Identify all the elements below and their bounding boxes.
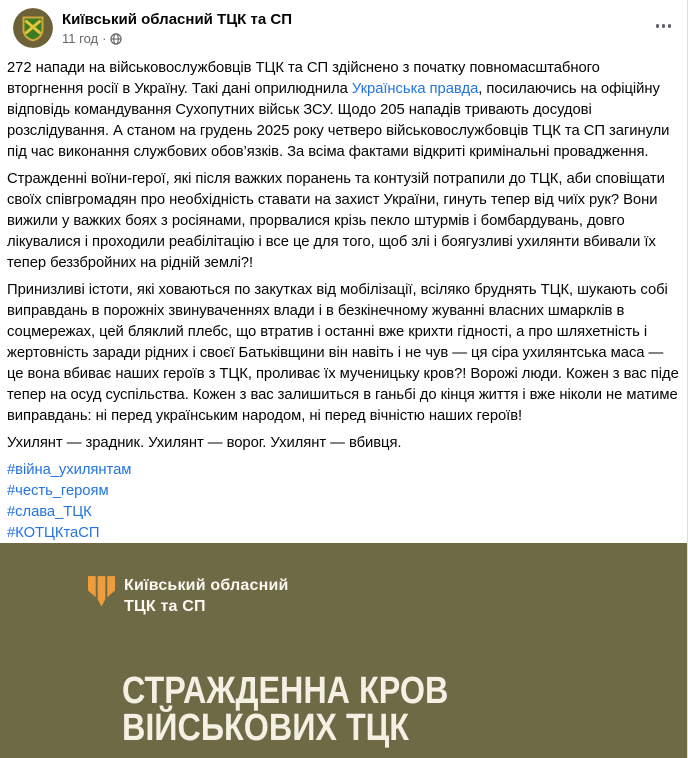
trident-icon <box>88 576 115 607</box>
paragraph-3: Принизливі істоти, які ховаються по закутках від мобілізації, всіляко бруднять ТЦК, шукають собі виправдань в порожніх звинуваченнях влади і в безкінечному жуванні власних шмарклів в соцмережах, цей бляклий плебс, що втратив і останні вже крихти гідності, а про шляхетність і жертовність заради рідних і своєї Батьківщини він навіть і не чув — ця сіра ухилянтська маса — це вона вбиває наших героїв з ТЦК, проливає їх мученицьку кров?! Ворожі люди. Кожен з вас піде тепер на осуд суспільства. Кожен з вас залишиться в ганьбі до кінця життя і вже ніколи не матиме виправдань: ні перед українським народом, ні перед вічністю наших героїв! <box>7 282 679 424</box>
post-meta-row <box>62 31 292 47</box>
post-header <box>0 0 687 48</box>
paragraph-4: Ухилянт — зрадник. Ухилянт — ворог. Ухилянт — вбивця. <box>7 435 402 451</box>
dot <box>656 24 660 28</box>
image-brand-block <box>88 575 289 617</box>
brand-line-2: ТЦК та СП <box>124 598 206 615</box>
paragraph-1-text: , посилаючись на офіційну відповідь командування Сухопутних військ ЗСУ. Щодо 205 нападів тривають досудові розслідування. А станом на грудень 2025 року четверо військовослужбовців ТЦК та СП загинули під час виконання службових обов’язків. За всіма фактами відкриті кримінальні провадження. <box>7 81 670 160</box>
post-attached-image[interactable] <box>0 543 688 758</box>
paragraph-1-text: 272 напади на військовослужбовців ТЦК та СП здійснено з початку повномасштабного вторгнення росії в Україну. Такі дані оприлюднила <box>7 60 600 97</box>
hashtag-list <box>7 460 679 544</box>
image-brand-text <box>124 575 289 617</box>
headline-line-1: СТРАЖДЕННА КРОВ <box>122 670 449 712</box>
headline-line-2: ВІЙСЬКОВИХ ТЦК <box>122 707 409 749</box>
page-avatar[interactable] <box>13 8 53 48</box>
hashtag-link[interactable]: #КОТЦКтаСП <box>7 525 100 541</box>
hashtag-link[interactable]: #честь_героям <box>7 483 109 499</box>
image-headline <box>122 670 449 749</box>
hashtag-link[interactable]: #слава_ТЦК <box>7 504 92 520</box>
post-timestamp[interactable]: 11 год <box>62 31 99 46</box>
header-meta <box>62 8 292 47</box>
paragraph-1 <box>7 58 679 163</box>
dot <box>662 24 666 28</box>
paragraph-2: Стражденні воїни-герої, які після важких поранень та контузій потрапили до ТЦК, аби сповіщати своїх співгромадян про необхідність ставати на захист України, гинуть тепер від чиїх рук? Вони вижили у важких боях з росіянами, прорвалися крізь пекло штурмів і бомбардувань, довго лікувалися і проходили реабілітацію і все це для того, щоб злі і боягузливі ухилянти вбивали їх тепер беззбройних на рідній землі?! <box>7 171 665 271</box>
more-options-button[interactable] <box>652 20 676 32</box>
globe-privacy-icon <box>110 33 122 45</box>
ukrainska-pravda-link[interactable]: Українська правда <box>351 81 479 97</box>
dot <box>668 24 672 28</box>
page-name-link[interactable]: Київський обласний ТЦК та СП <box>62 11 292 28</box>
brand-line-1: Київський обласний <box>124 577 289 594</box>
shield-crossed-sabers-icon <box>13 8 53 48</box>
meta-separator: · <box>102 31 107 46</box>
post-text <box>0 48 687 544</box>
hashtag-link[interactable]: #війна_ухилянтам <box>7 462 132 478</box>
